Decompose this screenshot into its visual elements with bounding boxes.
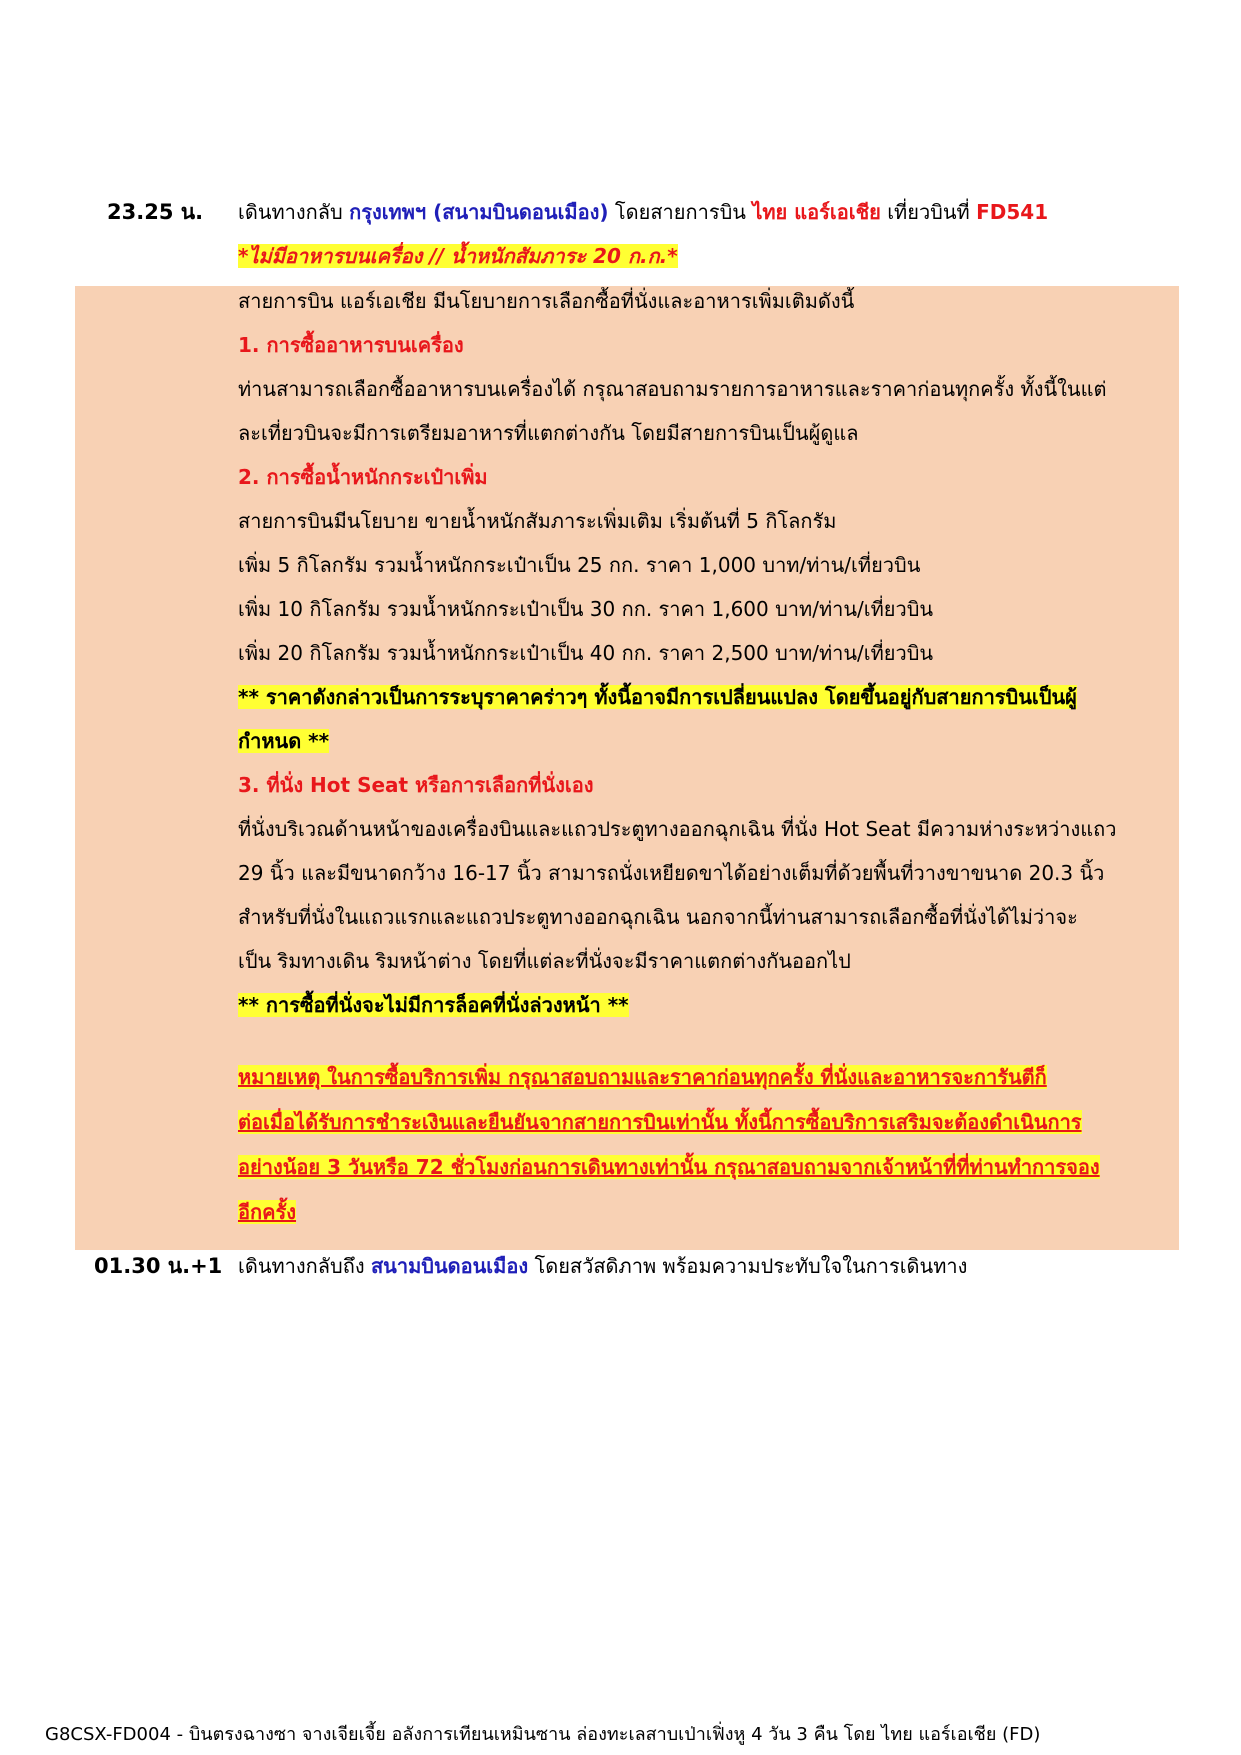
remark-2: ต่อเมื่อได้รับการชำระเงินและยืนยันจากสายการบินเท่านั้น ทั้งนี้การซื้อบริการเสริมจะต้องดำเนินการ — [238, 1110, 1082, 1134]
section-3-line-2: 29 นิ้ว และมีขนาดกว้าง 16-17 นิ้ว สามารถนั่งเหยียดขาได้อย่างเต็มที่ด้วยพื้นที่วางขาขนาด 20.3 นิ้ว — [238, 861, 1105, 885]
remark-line-3 — [238, 1145, 1100, 1189]
section-3-line-3: สำหรับที่นั่งในแถวแรกและแถวประตูทางออกฉุกเฉิน นอกจากนี้ท่านสามารถเลือกซื้อที่นั่งได้ไม่ว่าจะ — [238, 905, 1078, 929]
section-3-line-1: ที่นั่งบริเวณด้านหน้าของเครื่องบินและแถวประตูทางออกฉุกเฉิน ที่นั่ง Hot Seat มีความห่างระหว่างแถว — [238, 817, 1117, 841]
departure-mid: โดยสายการบิน — [608, 200, 753, 224]
departure-prefix: เดินทางกลับ — [238, 200, 350, 224]
section-2-line-1: สายการบินมีนโยบาย ขายน้ำหนักสัมภาระเพิ่มเติม เริ่มต้นที่ 5 กิโลกรัม — [238, 509, 837, 533]
remark-3: อย่างน้อย 3 วันหรือ 72 ชั่วโมงก่อนการเดินทางเท่านั้น กรุณาสอบถามจากเจ้าหน้าที่ที่ท่านทำการจอง — [238, 1155, 1100, 1179]
section-2-note-line-1 — [238, 675, 1077, 719]
section-3-line-4: เป็น ริมทางเดิน ริมหน้าต่าง โดยที่แต่ละที่นั่งจะมีราคาแตกต่างกันออกไป — [238, 949, 851, 973]
arrival-place: สนามบินดอนเมือง — [370, 1254, 529, 1278]
remark-4: อีกครั้ง — [238, 1200, 297, 1224]
page-footer: G8CSX-FD004 - บินตรงฉางซา จางเจียเจี้ย อลังการเทียนเหมินซาน ล่องทะเลสาบเป่าเฟิ่งหู 4 วัน 3 คืน โดย ไทย แอร์เอเชีย (FD) — [45, 1724, 1041, 1745]
section-3-note: ** การซื้อที่นั่งจะไม่มีการล็อคที่นั่งล่วงหน้า ** — [238, 993, 629, 1017]
departure-destination: กรุงเทพฯ (สนามบินดอนเมือง) — [349, 200, 609, 224]
section-2-line-3: เพิ่ม 10 กิโลกรัม รวมน้ำหนักกระเป๋าเป็น 30 กก. ราคา 1,600 บาท/ท่าน/เที่ยวบิน — [238, 597, 934, 621]
section-2-note-1: ** ราคาดังกล่าวเป็นการระบุราคาคร่าวๆ ทั้งนี้อาจมีการเปลี่ยนแปลง โดยขึ้นอยู่กับสายการบินเป็นผู้ — [238, 685, 1077, 709]
section-3-title: 3. ที่นั่ง Hot Seat หรือการเลือกที่นั่งเอง — [238, 773, 594, 797]
arrival-time: 01.30 น.+1 — [94, 1254, 223, 1278]
departure-remark: *ไม่มีอาหารบนเครื่อง // น้ำหนักสัมภาระ 20 ก.ก.* — [238, 244, 678, 268]
section-1-line-1: ท่านสามารถเลือกซื้ออาหารบนเครื่องได้ กรุณาสอบถามรายการอาหารและราคาก่อนทุกครั้ง ทั้งนี้ในแต่ — [238, 377, 1107, 401]
arrival-suffix: โดยสวัสดิภาพ พร้อมความประทับใจในการเดินทาง — [528, 1254, 968, 1278]
section-2-line-2: เพิ่ม 5 กิโลกรัม รวมน้ำหนักกระเป๋าเป็น 25 กก. ราคา 1,000 บาท/ท่าน/เที่ยวบิน — [238, 553, 921, 577]
section-1-line-2: ละเที่ยวบินจะมีการเตรียมอาหารที่แตกต่างกัน โดยมีสายการบินเป็นผู้ดูแล — [238, 421, 859, 445]
departure-line — [238, 190, 1048, 234]
arrival-line — [238, 1244, 967, 1288]
departure-flight-number: FD541 — [976, 200, 1049, 224]
section-2-line-4: เพิ่ม 20 กิโลกรัม รวมน้ำหนักกระเป๋าเป็น 40 กก. ราคา 2,500 บาท/ท่าน/เที่ยวบิน — [238, 641, 934, 665]
departure-time: 23.25 น. — [107, 200, 204, 224]
remark-1: หมายเหตุ ในการซื้อบริการเพิ่ม กรุณาสอบถามและราคาก่อนทุกครั้ง ที่นั่งและอาหารจะการันตีก็ — [238, 1065, 1047, 1089]
remark-line-1 — [238, 1055, 1047, 1099]
section-1-title: 1. การซื้ออาหารบนเครื่อง — [238, 333, 464, 357]
section-2-title: 2. การซื้อน้ำหนักกระเป๋าเพิ่ม — [238, 465, 488, 489]
departure-flight-label: เที่ยวบินที่ — [880, 200, 977, 224]
policy-intro: สายการบิน แอร์เอเชีย มีนโยบายการเลือกซื้อที่นั่งและอาหารเพิ่มเติมดังนี้ — [238, 289, 855, 313]
departure-remark-line — [238, 234, 678, 278]
section-3-note-line — [238, 983, 629, 1027]
section-2-note-line-2 — [238, 719, 329, 763]
section-2-note-2: กำหนด ** — [238, 729, 330, 753]
arrival-prefix: เดินทางกลับถึง — [238, 1254, 371, 1278]
remark-line-4 — [238, 1190, 296, 1234]
departure-airline: ไทย แอร์เอเชีย — [752, 200, 881, 224]
remark-line-2 — [238, 1100, 1082, 1144]
